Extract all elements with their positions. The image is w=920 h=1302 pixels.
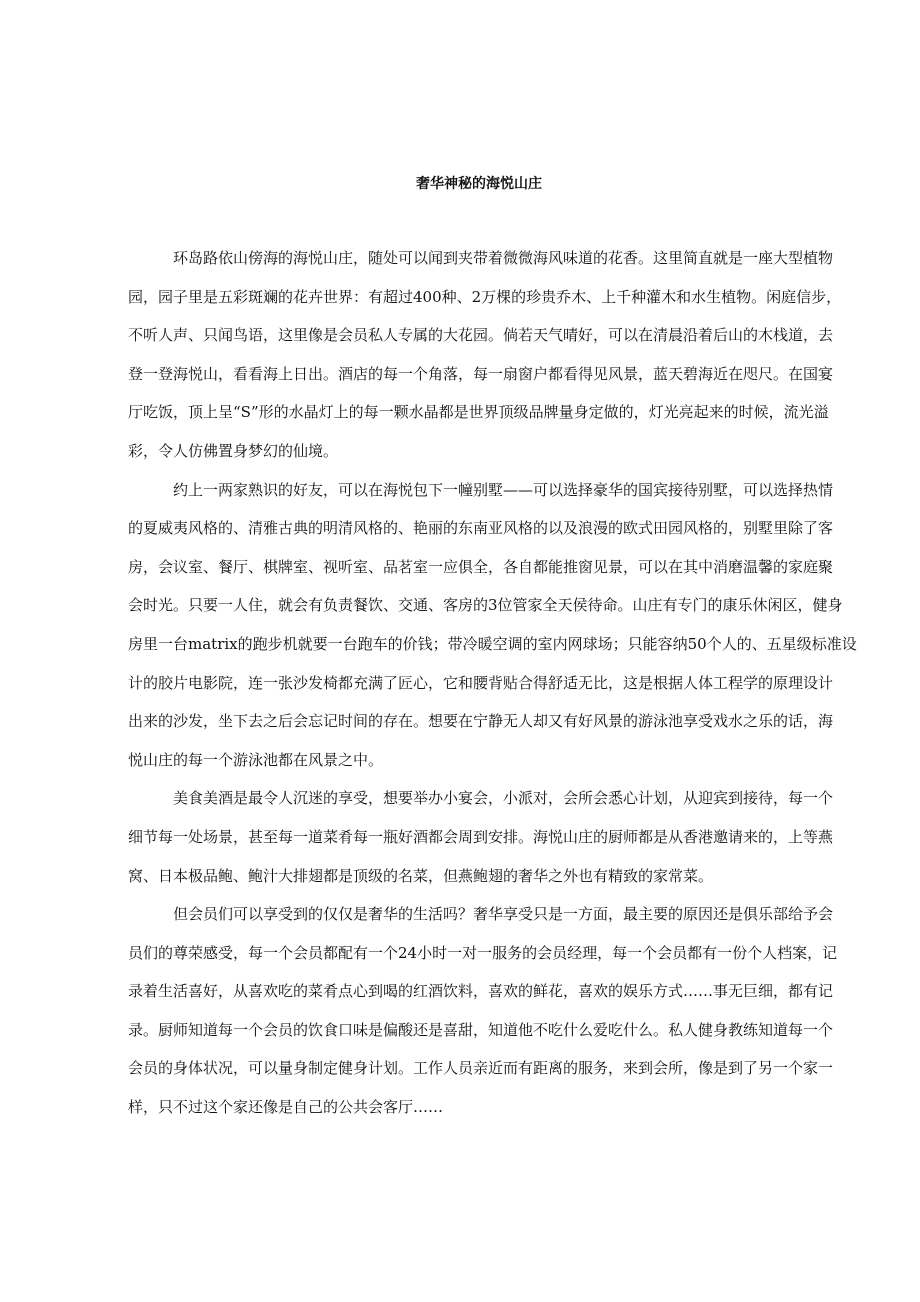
paragraph: [128, 479, 857, 788]
paragraph-line: 约上一两家熟识的好友，可以在海悦包下一幢别墅——可以选择豪华的国宾接待别墅，可以选择热情: [173, 480, 834, 499]
paragraph-line: 窝、日本极品鲍、鲍汁大排翅都是顶级的名菜，但燕鲍翅的奢华之外也有精致的家常菜。: [128, 866, 714, 885]
paragraph-line: 悦山庄的每一个游泳池都在风景之中。: [128, 750, 384, 769]
document-title: 奢华神秘的海悦山庄: [416, 176, 542, 192]
paragraph: [128, 787, 834, 903]
paragraph-line: 录着生活喜好，从喜欢吃的菜肴点心到喝的红酒饮料，喜欢的鲜花，喜欢的娱乐方式……事无巨细，都有记: [128, 982, 834, 1001]
paragraph-line: 房，会议室、餐厅、棋牌室、视听室、品茗室一应俱全，各自都能推窗见景，可以在其中消磨温馨的家庭聚: [128, 557, 834, 576]
paragraph-line: 样，只不过这个家还像是自己的公共会客厅……: [128, 1098, 444, 1117]
paragraph-line: 房里一台matrix的跑步机就要一台跑车的价钱；带冷暖空调的室内网球场；只能容纳50个人的、五星级标准设: [128, 634, 857, 653]
paragraph-line: 环岛路依山傍海的海悦山庄，随处可以闻到夹带着微微海风味道的花香。这里简直就是一座大型植物: [173, 249, 834, 267]
paragraph-line: 计的胶片电影院，连一张沙发椅都充满了匠心，它和腰背贴合得舒适无比，这是根据人体工程学的原理设计: [128, 673, 834, 692]
paragraph-line: 不听人声、只闻鸟语，这里像是会员私人专属的大花园。倘若天气晴好，可以在清晨沿着后山的木栈道，去: [128, 326, 834, 345]
paragraph: [128, 247, 842, 479]
paragraph-line: 园，园子里是五彩斑斓的花卉世界：有超过400种、2万棵的珍贵乔木、上千种灌木和水生植物。闲庭信步，: [128, 287, 842, 306]
paragraph-line: 细节每一处场景，甚至每一道菜肴每一瓶好酒都会周到安排。海悦山庄的厨师都是从香港邀请来的，上等燕: [128, 827, 834, 846]
paragraph: [128, 903, 838, 1135]
paragraph-line: 员们的尊荣感受，每一个会员都配有一个24小时一对一服务的会员经理，每一个会员都有一份个人档案，记: [128, 943, 838, 962]
paragraph-line: 的夏威夷风格的、清雅古典的明清风格的、艳丽的东南亚风格的以及浪漫的欧式田园风格的，别墅里除了客: [128, 519, 834, 538]
paragraph-line: 登一登海悦山，看看海上日出。酒店的每一个角落，每一扇窗户都看得见风景，蓝天碧海近在咫尺。在国宴: [128, 364, 834, 383]
document-body: [128, 247, 857, 1135]
paragraph-line: 会员的身体状况，可以量身制定健身计划。工作人员亲近而有距离的服务，来到会所，像是到了另一个家一: [128, 1059, 834, 1078]
paragraph-line: 厅吃饭，顶上呈“S”形的水晶灯上的每一颗水晶都是世界顶级品牌量身定做的，灯光亮起来的时候，流光溢: [128, 403, 829, 422]
paragraph-line: 美食美酒是最令人沉迷的享受，想要举办小宴会，小派对，会所会悉心计划，从迎宾到接待，每一个: [173, 789, 834, 808]
paragraph-line: 但会员们可以享受到的仅仅是奢华的生活吗？奢华享受只是一方面，最主要的原因还是俱乐部给予会: [173, 905, 834, 924]
paragraph-line: 出来的沙发，坐下去之后会忘记时间的存在。想要在宁静无人却又有好风景的游泳池享受戏水之乐的话，海: [128, 712, 834, 731]
paragraph-line: 会时光。只要一人住，就会有负责餐饮、交通、客房的3位管家全天侯待命。山庄有专门的康乐休闲区，健身: [128, 596, 843, 615]
paragraph-line: 彩，令人仿佛置身梦幻的仙境。: [128, 441, 339, 460]
paragraph-line: 录。厨师知道每一个会员的饮食口味是偏酸还是喜甜，知道他不吃什么爱吃什么。私人健身教练知道每一个: [128, 1020, 834, 1039]
